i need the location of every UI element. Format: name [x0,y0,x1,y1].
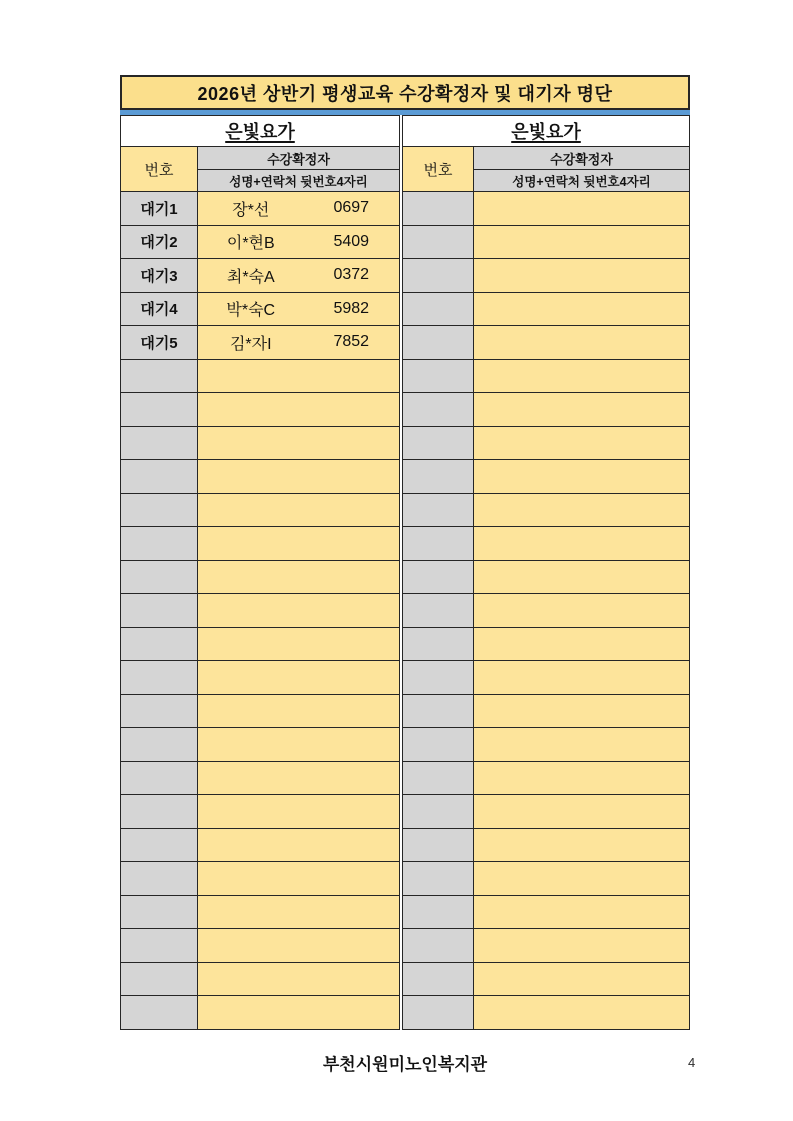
table-row [121,962,400,996]
header-row-1 [121,147,400,170]
row-data-cell [474,929,690,963]
table-row [403,661,690,695]
row-phone: 0372 [333,266,370,284]
row-data-cell [474,393,690,427]
row-data-cell [474,560,690,594]
document-title-bar [120,75,690,110]
table-row [403,795,690,829]
row-number-cell [403,426,474,460]
row-number-cell [121,728,198,762]
row-name: 최*숙A [226,268,275,286]
table-row [403,996,690,1030]
row-number-cell [403,527,474,561]
row-number-cell [403,393,474,427]
table-row [121,225,400,259]
row-data-cell [474,594,690,628]
row-data-cell [474,493,690,527]
row-data-cell [474,862,690,896]
row-data-cell [198,962,400,996]
row-data-cell [474,460,690,494]
row-data-cell [474,661,690,695]
row-data-cell [198,761,400,795]
row-number-cell [403,560,474,594]
row-data-cell [474,192,690,226]
row-data-cell [474,326,690,360]
row-data-cell [474,895,690,929]
row-number-cell [121,426,198,460]
table-row [121,292,400,326]
row-number-cell: 대기5 [121,326,198,360]
row-number-cell [121,929,198,963]
name-phone-subheader: 성명+연락처 뒷번호4자리 [198,170,400,192]
table-row [403,192,690,226]
right-roster-body [403,192,690,1030]
row-phone: 5982 [333,299,370,317]
row-number-cell [403,694,474,728]
row-number-cell [121,996,198,1030]
table-row [121,560,400,594]
table-row [403,493,690,527]
number-column-header: 번호 [121,147,198,192]
row-number-cell [121,862,198,896]
table-row [403,359,690,393]
row-data-cell [198,929,400,963]
row-name: 김*자I [229,335,272,353]
row-data-cell [474,627,690,661]
confirmed-header: 수강확정자 [198,147,400,170]
row-data-cell [198,292,400,326]
row-data-cell [198,460,400,494]
table-row [121,460,400,494]
row-data-cell [198,795,400,829]
table-row [403,326,690,360]
table-row [403,828,690,862]
row-data-cell [198,996,400,1030]
table-row [121,426,400,460]
table-row [403,962,690,996]
row-name: 장*선 [232,201,270,219]
row-data-cell [474,728,690,762]
row-number-cell [403,225,474,259]
row-number-cell [403,761,474,795]
row-number-cell [121,661,198,695]
row-data-cell [198,694,400,728]
table-row [403,560,690,594]
table-row [121,326,400,360]
table-row [121,728,400,762]
table-row [121,929,400,963]
table-row [403,728,690,762]
name-phone-subheader: 성명+연락처 뒷번호4자리 [474,170,690,192]
row-data-cell [198,259,400,293]
row-data-cell [198,359,400,393]
row-data-cell [474,761,690,795]
row-data-cell [198,527,400,561]
row-data-cell [198,594,400,628]
row-number-cell: 대기3 [121,259,198,293]
roster-tables [120,115,690,1030]
confirmed-header: 수강확정자 [474,147,690,170]
row-data-cell [474,962,690,996]
table-row [403,460,690,494]
page-title: 2026년 상반기 평생교육 수강확정자 및 대기자 명단 [197,83,613,104]
row-number-cell [403,292,474,326]
row-data-cell [198,493,400,527]
row-data-cell [198,393,400,427]
row-data-cell [198,192,400,226]
class-name-row [121,116,400,147]
table-row [403,627,690,661]
row-number-cell [403,895,474,929]
header-row-1 [403,147,690,170]
row-data-cell [198,895,400,929]
table-row [121,627,400,661]
row-number-cell [121,460,198,494]
row-number-cell [403,460,474,494]
number-column-header: 번호 [403,147,474,192]
row-data-cell [198,828,400,862]
row-number-cell [403,493,474,527]
row-number-cell [121,359,198,393]
table-row [403,292,690,326]
row-number-cell [403,627,474,661]
row-number-cell [403,359,474,393]
table-row [403,761,690,795]
footer-org-name: 부천시원미노인복지관 [322,1055,488,1074]
table-row [121,761,400,795]
row-number-cell [403,326,474,360]
row-number-cell: 대기4 [121,292,198,326]
table-row [121,393,400,427]
table-row [121,828,400,862]
row-number-cell [403,996,474,1030]
table-row [121,594,400,628]
row-number-cell [121,627,198,661]
table-row [403,393,690,427]
table-row [121,493,400,527]
row-phone: 0697 [333,199,370,217]
table-row [121,694,400,728]
row-data-cell [474,694,690,728]
row-data-cell [474,259,690,293]
row-number-cell [121,493,198,527]
row-number-cell [403,594,474,628]
row-data-cell [474,426,690,460]
row-number-cell [121,895,198,929]
table-row [121,661,400,695]
table-row [403,225,690,259]
row-number-cell [403,862,474,896]
class-name: 은빛요가 [121,116,400,147]
page-number: 4 [688,1055,696,1070]
row-number-cell [121,393,198,427]
row-data-cell [474,828,690,862]
row-data-cell [198,627,400,661]
row-data-cell [198,560,400,594]
row-data-cell [198,426,400,460]
table-row [121,862,400,896]
row-data-cell [474,996,690,1030]
row-phone: 5409 [333,232,370,250]
row-number-cell [403,728,474,762]
row-number-cell [121,594,198,628]
row-number-cell [121,761,198,795]
table-row [121,996,400,1030]
row-number-cell [403,259,474,293]
table-row [403,527,690,561]
left-roster-body [121,192,400,1030]
table-row [121,259,400,293]
row-data-cell [474,795,690,829]
row-data-cell [198,326,400,360]
row-data-cell [198,862,400,896]
row-data-cell [198,728,400,762]
row-number-cell [121,527,198,561]
row-data-cell [474,225,690,259]
row-number-cell [121,828,198,862]
row-data-cell [474,292,690,326]
row-data-cell [474,527,690,561]
row-number-cell [403,192,474,226]
row-number-cell: 대기1 [121,192,198,226]
table-row [403,259,690,293]
table-row [403,594,690,628]
roster-document [120,75,690,1030]
table-row [403,895,690,929]
table-row [403,929,690,963]
class-name: 은빛요가 [403,116,690,147]
row-number-cell [403,828,474,862]
row-name: 이*현B [226,235,275,253]
row-number-cell [403,929,474,963]
row-number-cell [121,560,198,594]
row-number-cell [403,962,474,996]
row-number-cell [121,694,198,728]
row-data-cell [198,225,400,259]
row-number-cell [403,795,474,829]
table-row [403,694,690,728]
right-roster-table [402,115,690,1030]
row-number-cell [403,661,474,695]
row-data-cell [198,661,400,695]
table-row [121,192,400,226]
row-number-cell [121,795,198,829]
table-row [121,527,400,561]
table-row [121,359,400,393]
row-number-cell [121,962,198,996]
left-roster-table [120,115,400,1030]
table-row [121,895,400,929]
row-number-cell: 대기2 [121,225,198,259]
row-phone: 7852 [333,333,370,351]
row-data-cell [474,359,690,393]
row-name: 박*숙C [226,302,276,320]
table-row [121,795,400,829]
table-row [403,862,690,896]
class-name-row [403,116,690,147]
table-row [403,426,690,460]
